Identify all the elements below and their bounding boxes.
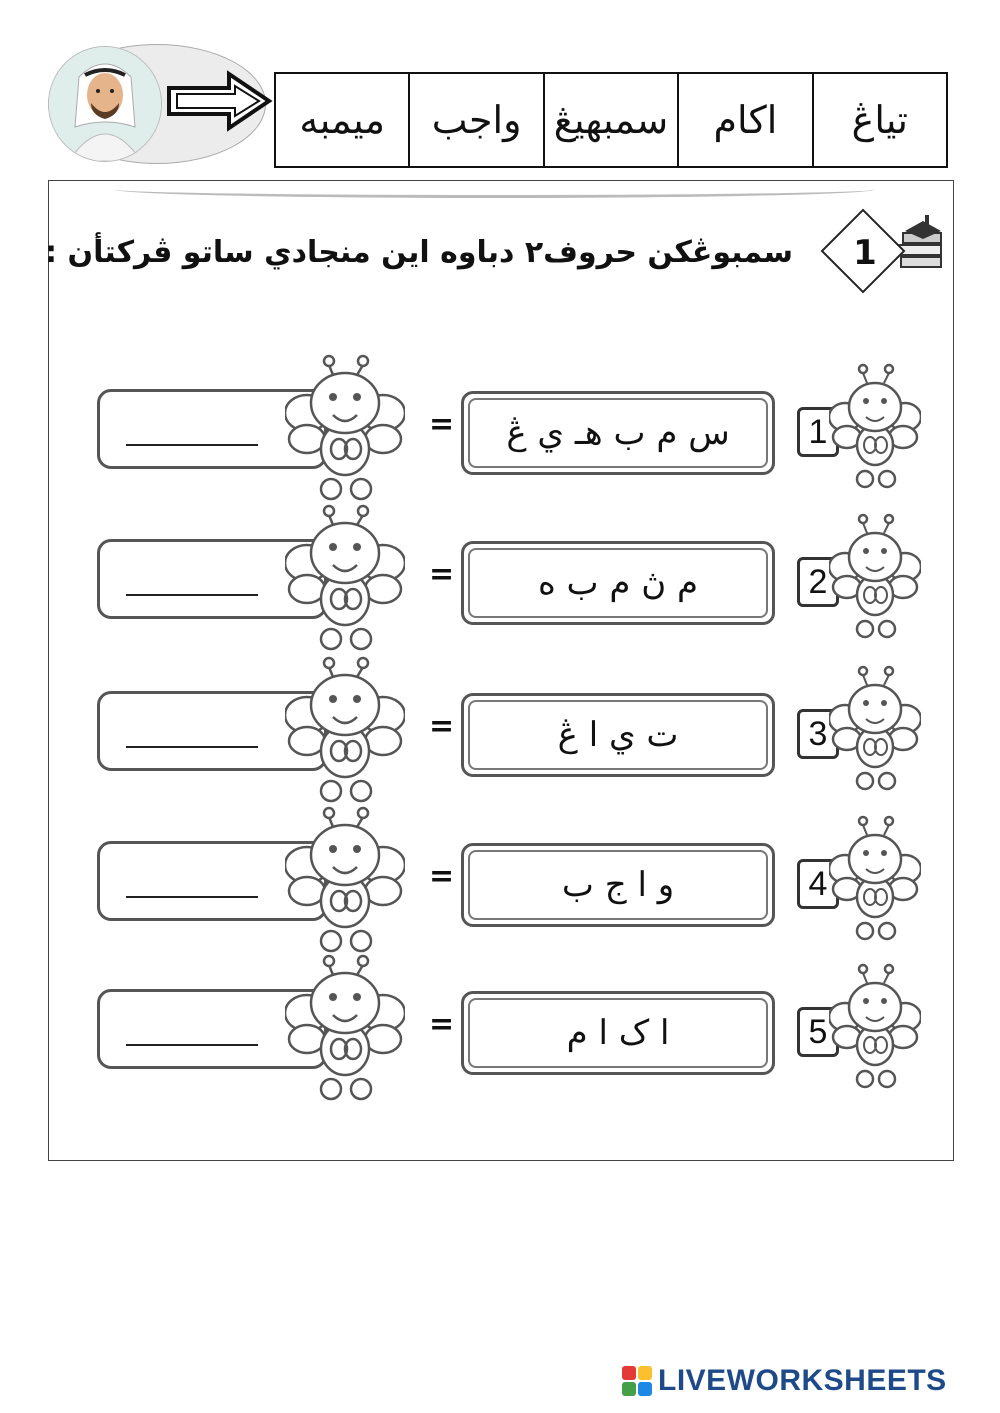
letters-box [461, 693, 775, 777]
word-bank-item: تياڠ [812, 74, 946, 166]
scrambled-letters: س م ب هـ ي ڠ [468, 398, 768, 468]
equals-sign: = [429, 1007, 455, 1042]
word-bank-item: واجب [408, 74, 542, 166]
letters-box [461, 991, 775, 1075]
scrambled-letters: ا ک ا م [468, 998, 768, 1068]
right-arrow-icon [165, 70, 273, 132]
answer-line [126, 444, 258, 446]
exercise-row [49, 977, 955, 1087]
row-number: 3 [797, 709, 839, 759]
letters-box [461, 843, 775, 927]
bee-icon [285, 653, 405, 803]
question-number: 1 [853, 233, 877, 273]
scrambled-letters: و ا ج ب [468, 850, 768, 920]
books-icon [895, 211, 947, 283]
bee-icon [285, 501, 405, 651]
small-bee-icon [829, 511, 921, 641]
scrambled-letters: ت ي ا ڠ [468, 700, 768, 770]
small-bee-icon [829, 961, 921, 1091]
answer-line [126, 746, 258, 748]
row-number: 1 [797, 407, 839, 457]
equals-sign: = [429, 709, 455, 744]
exercise-row [49, 829, 955, 939]
answer-line [126, 1044, 258, 1046]
bee-icon [285, 951, 405, 1101]
bee-icon [285, 351, 405, 501]
equals-sign: = [429, 859, 455, 894]
row-number: 4 [797, 859, 839, 909]
small-bee-icon [829, 813, 921, 943]
letters-box [461, 391, 775, 475]
small-bee-icon [829, 361, 921, 491]
brand-name: LIVEWORKSHEETS [658, 1364, 947, 1397]
word-bank-item: ميمبه [299, 98, 385, 142]
equals-sign: = [429, 557, 455, 592]
teacher-avatar-image [48, 46, 162, 162]
small-bee-icon [829, 663, 921, 793]
liveworksheets-logo-icon [622, 1366, 652, 1396]
bee-icon [285, 803, 405, 953]
worksheet-frame [45, 180, 954, 1161]
word-bank-item: اکام [677, 74, 811, 166]
exercise-row [49, 377, 955, 487]
instruction-text: سمبوڠکن حروف٢ دباوه اين منجادي ساتو ڤرکتأن : [45, 235, 793, 270]
liveworksheets-watermark [622, 1361, 992, 1401]
equals-sign: = [429, 407, 455, 442]
row-number: 5 [797, 1007, 839, 1057]
answer-line [126, 594, 258, 596]
letters-box [461, 541, 775, 625]
decorative-curve [115, 181, 875, 198]
scrambled-letters: م ڽ م ب ه [468, 548, 768, 618]
exercise-row [49, 679, 955, 789]
exercise-row [49, 527, 955, 637]
word-bank [274, 72, 948, 168]
word-bank-item: سمبهيڠ [543, 74, 677, 166]
answer-line [126, 896, 258, 898]
row-number: 2 [797, 557, 839, 607]
